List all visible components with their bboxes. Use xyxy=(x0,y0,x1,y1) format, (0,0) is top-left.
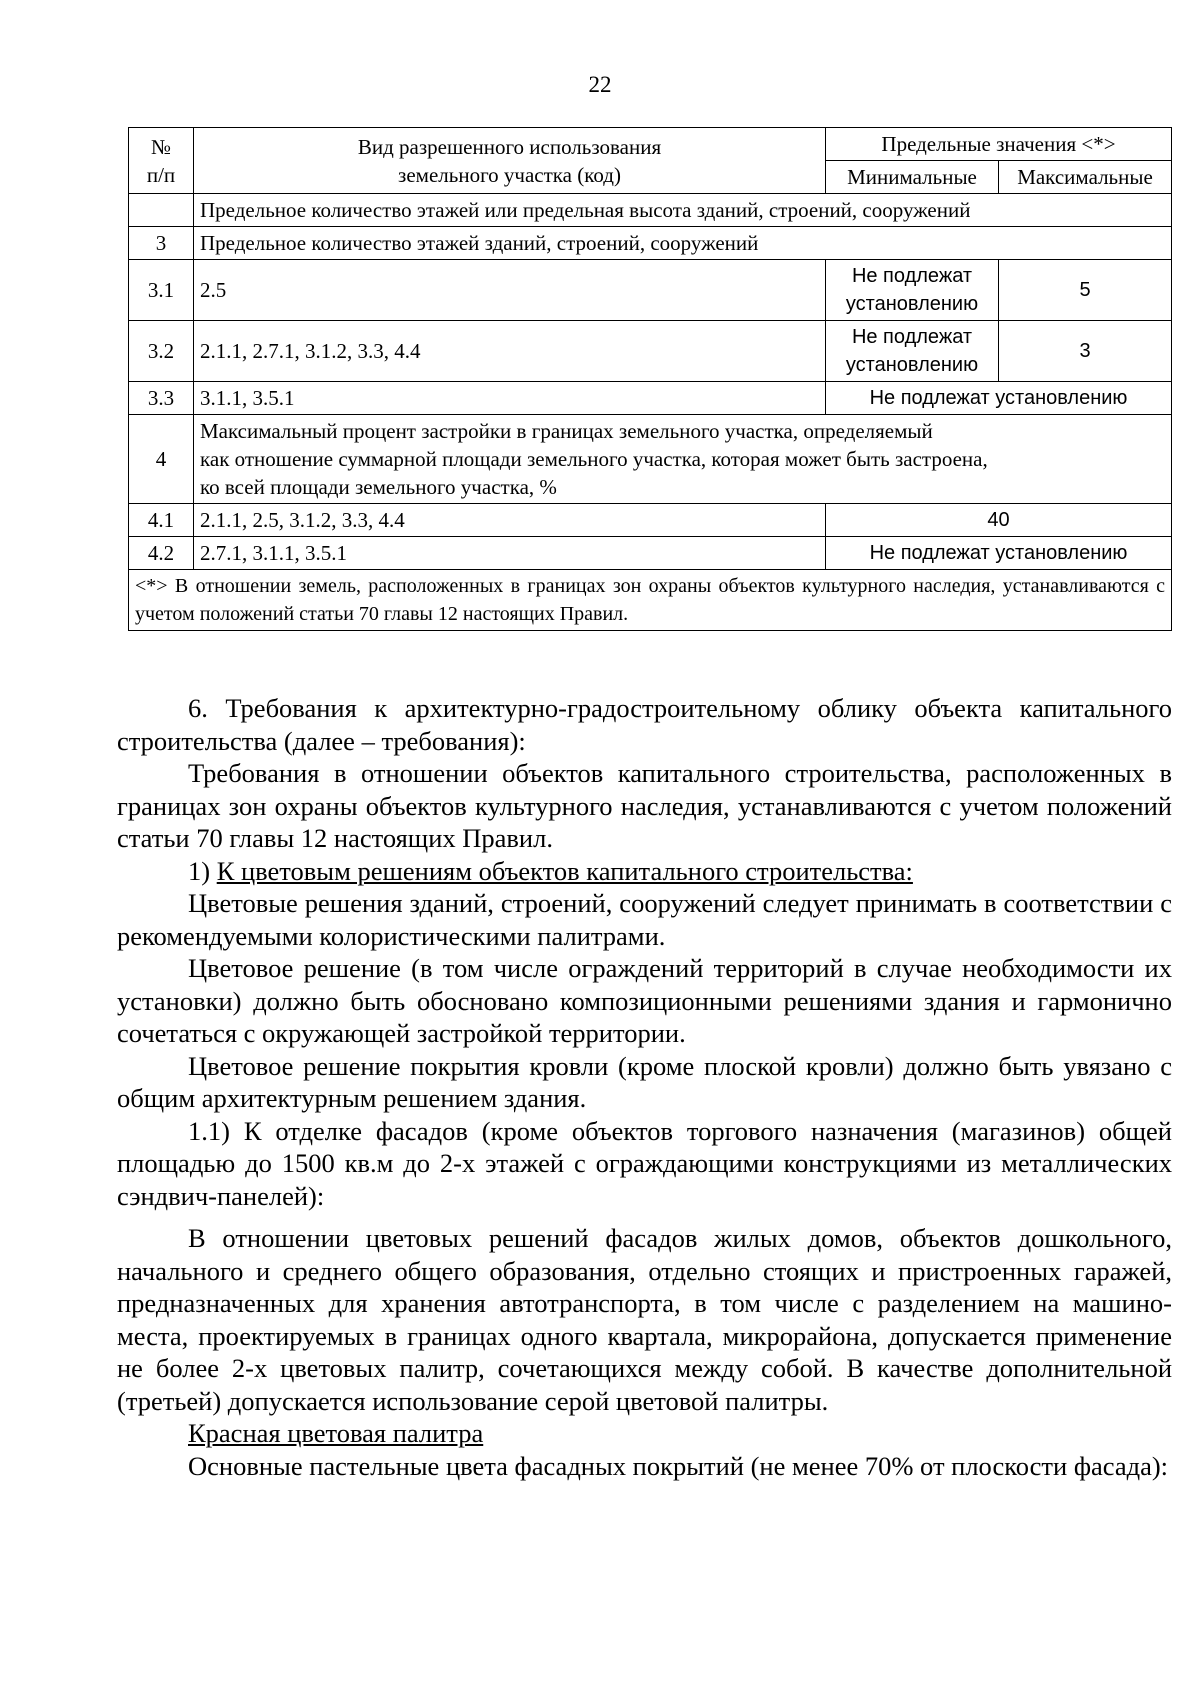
list-marker: 1) xyxy=(188,855,217,886)
row-min-value: Не подлежат установлению xyxy=(826,321,999,382)
paragraph xyxy=(117,1417,1172,1450)
paragraph: Требования в отношении объектов капитального строительства, расположенных в границах зон охраны объектов культурного наследия, устанавливаются с учетом положений статьи 70 главы 12 настоящих Правил. xyxy=(117,758,1172,853)
table-row xyxy=(129,415,1172,504)
table-footnote-row xyxy=(129,570,1172,631)
row-number: 3.2 xyxy=(129,321,194,382)
row-section-text: Максимальный процент застройки в границах земельного участка, определяемый как отношение суммарной площади земельного участка, которая может быть застроена, ко всей площади земельного участка, % xyxy=(194,415,1172,504)
table-row xyxy=(129,227,1172,260)
header-min: Минимальные xyxy=(826,161,999,194)
row-value: Не подлежат установлению xyxy=(826,537,1172,570)
row-number: 3 xyxy=(129,227,194,260)
zoning-limits-table xyxy=(128,127,1172,631)
table-footnote: <*> В отношении земель, расположенных в границах зон охраны объектов культурного наследия, устанавливаются с учетом положений статьи 70 главы 12 настоящих Правил. xyxy=(129,570,1172,631)
row-min-value: Не подлежат установлению xyxy=(826,260,999,321)
row-use-codes: 2.1.1, 2.5, 3.1.2, 3.3, 4.4 xyxy=(194,504,826,537)
row-value: 40 xyxy=(826,504,1172,537)
paragraph: 6. Требования к архитектурно-градостроительному облику объекта капитального строительства (далее – требования): xyxy=(117,693,1172,756)
row-number: 3.1 xyxy=(129,260,194,321)
underlined-heading: К цветовым решениям объектов капитального строительства: xyxy=(216,855,913,886)
page-number: 22 xyxy=(588,72,612,97)
table-row xyxy=(129,382,1172,415)
row-use-codes: 2.7.1, 3.1.1, 3.5.1 xyxy=(194,537,826,570)
header-limits: Предельные значения <*> xyxy=(826,128,1172,161)
paragraph: Цветовое решение (в том числе ограждений территорий в случае необходимости их установки) должно быть обосновано композиционными решениями здания и гармонично сочетаться с окружающей застройкой территории. xyxy=(117,953,1172,1048)
row-section-text: Предельное количество этажей или предельная высота зданий, строений, сооружений xyxy=(194,194,1172,227)
paragraph: Цветовое решение покрытия кровли (кроме плоской кровли) должно быть увязано с общим архитектурным решением здания. xyxy=(117,1050,1172,1113)
table-header-row xyxy=(129,128,1172,161)
table-row xyxy=(129,321,1172,382)
row-max-value: 3 xyxy=(999,321,1172,382)
table-row xyxy=(129,194,1172,227)
paragraph: Цветовые решения зданий, строений, сооружений следует принимать в соответствии с рекомендуемыми колористическими палитрами. xyxy=(117,888,1172,951)
paragraph xyxy=(117,855,1172,888)
row-number xyxy=(129,194,194,227)
row-use-codes: 3.1.1, 3.5.1 xyxy=(194,382,826,415)
table-body xyxy=(129,128,1172,631)
table-row xyxy=(129,260,1172,321)
row-number: 4 xyxy=(129,415,194,504)
row-number: 4.1 xyxy=(129,504,194,537)
table-row xyxy=(129,537,1172,570)
row-use-codes: 2.1.1, 2.7.1, 3.1.2, 3.3, 4.4 xyxy=(194,321,826,382)
header-use-type: Вид разрешенного использования земельного участка (код) xyxy=(194,128,826,194)
row-max-value: 5 xyxy=(999,260,1172,321)
header-number: № п/п xyxy=(129,128,194,194)
row-value: Не подлежат установлению xyxy=(826,382,1172,415)
body-text xyxy=(117,692,1172,1482)
paragraph: Основные пастельные цвета фасадных покрытий (не менее 70% от плоскости фасада): xyxy=(188,1450,1169,1481)
table-row xyxy=(129,504,1172,537)
row-number: 3.3 xyxy=(129,382,194,415)
underlined-heading: Красная цветовая палитра xyxy=(188,1418,484,1448)
paragraph: В отношении цветовых решений фасадов жилых домов, объектов дошкольного, начального и среднего общего образования, отдельно стоящих и пристроенных гаражей, предназначенных для хранения автотранспорта, в том числе с разделением на машино-места, проектируемых в границах одного квартала, микрорайона, допускается применение не более 2-х цветовых палитр, сочетающихся между собой. В качестве дополнительной (третьей) допускается использование серой цветовой палитры. xyxy=(117,1223,1172,1416)
row-section-text: Предельное количество этажей зданий, строений, сооружений xyxy=(194,227,1172,260)
row-number: 4.2 xyxy=(129,537,194,570)
header-max: Максимальные xyxy=(999,161,1172,194)
paragraph: 1.1) К отделке фасадов (кроме объектов торгового назначения (магазинов) общей площадью до 1500 кв.м до 2-х этажей с ограждающими конструкциями из металлических сэндвич-панелей): xyxy=(117,1115,1172,1211)
row-use-codes: 2.5 xyxy=(194,260,826,321)
